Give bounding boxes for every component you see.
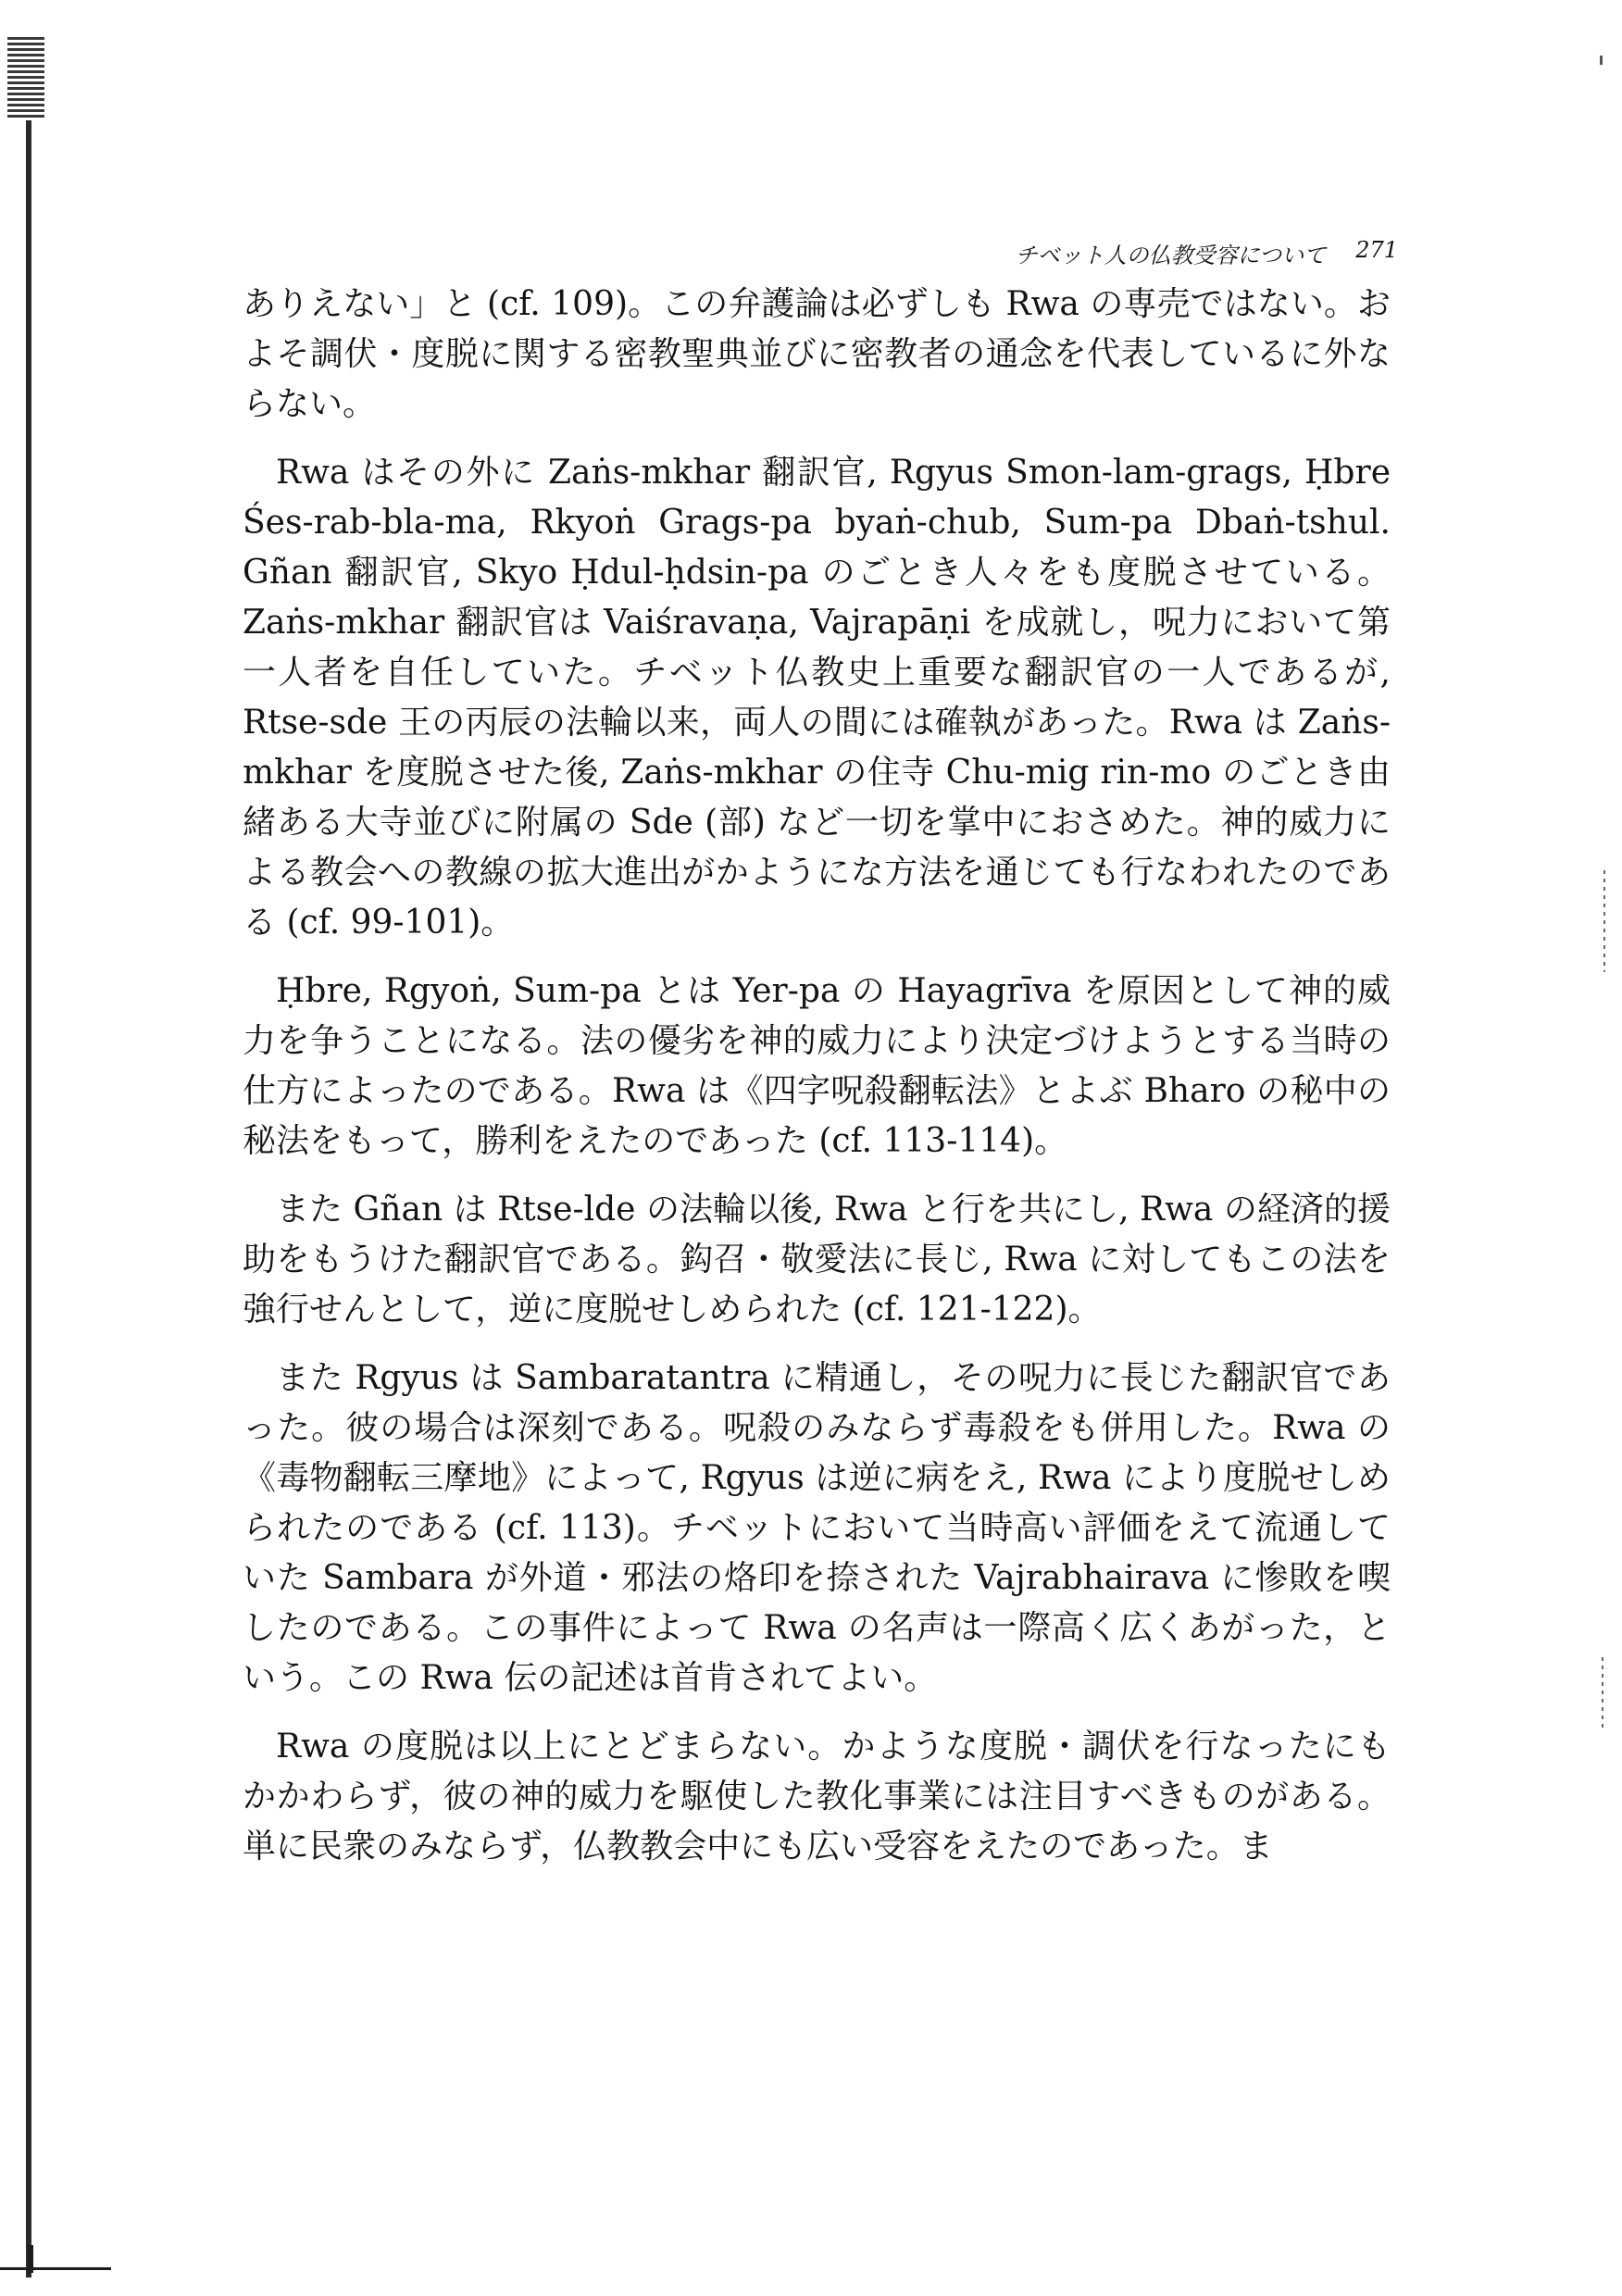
paragraph: ありえない」と (cf. 109)。この弁護論は必ずしも Rwa の専売ではない。およそ調伏・度脱に関する密教聖典並びに密教者の通念を代表しているに外ならない。: [243, 285, 1391, 423]
scan-speck: [1602, 1657, 1603, 1731]
paragraph: Rwa はその外に Zaṅs-mkhar 翻訳官, Rgyus Smon-lam-grags, Ḥbre Śes-rab-bla-ma, Rkyoṅ Grags-pa byaṅ-chub, Sum-pa Dbaṅ-tshul. Gñan 翻訳官, Skyo Ḥdul-ḥdsin-pa のごとき人々をも度脱させている。Zaṅs-mkhar 翻訳官は Vaiśravaṇa, Vajrapāṇi を成就し，呪力において第一人者を自任していた。チベット仏教史上重要な翻訳官の一人であるが, Rtse-sde 王の丙辰の法輪以来，両人の間には確執があった。Rwa は Zaṅs-mkhar を度脱させた後, Zaṅs-mkhar の住寺 Chu-mig rin-mo のごとき由緒ある大寺並びに附属の Sde (部) など一切を掌中におさめた。神的威力による教会への教線の拡大進出がかようにな方法を通じても行なわれたのである (cf. 99-101)。: [243, 454, 1391, 942]
scan-speck: [1600, 56, 1603, 65]
paragraph: また Gñan は Rtse-lde の法輪以後, Rwa と行を共にし, Rwa の経済的援助をもうけた翻訳官である。鈎召・敬愛法に長じ, Rwa に対してもこの法を強行せんとして，逆に度脱せしめられた (cf. 121-122)。: [243, 1191, 1391, 1329]
binding-edge: [26, 37, 31, 2277]
running-title: チベット人の仏教受容について: [1015, 243, 1327, 268]
binding-top-marks: [7, 37, 44, 120]
binding-bottom-foot: [0, 2267, 111, 2270]
body-text: [243, 280, 1391, 1890]
page-number: 271: [1355, 237, 1398, 263]
paragraph: Ḥbre, Rgyoṅ, Sum-pa とは Yer-pa の Hayagrīva を原因として神的威力を争うことになる。法の優劣を神的威力により決定づけようとする当時の仕方によったのである。Rwa は《四字呪殺翻転法》とよぶ Bharo の秘中の秘法をもって，勝利をえたのであった (cf. 113-114)。: [243, 972, 1391, 1160]
binding-bottom-mark: [0, 2245, 111, 2273]
paragraph: また Rgyus は Sambaratantra に精通し，その呪力に長じた翻訳官であった。彼の場合は深刻である。呪殺のみならず毒殺をも併用した。Rwa の《毒物翻転三摩地》によって, Rgyus は逆に病をえ, Rwa により度脱せしめられたのである (cf. 113)。チベットにおいて当時高い評価をえて流通していた Sambara が外道・邪法の烙印を捺された Vajrabhairava に惨敗を喫したのである。この事件によって Rwa の名声は一際高く広くあがった，という。この Rwa 伝の記述は首肯されてよい。: [243, 1359, 1391, 1697]
running-header: [907, 237, 1398, 269]
scan-speck: [1603, 870, 1605, 972]
paragraph: Rwa の度脱は以上にとどまらない。かような度脱・調伏を行なったにもかかわらず，彼の神的威力を駆使した教化事業には注目すべきものがある。単に民衆のみならず，仏教教会中にも広い受容をえたのであった。ま: [243, 1728, 1391, 1866]
